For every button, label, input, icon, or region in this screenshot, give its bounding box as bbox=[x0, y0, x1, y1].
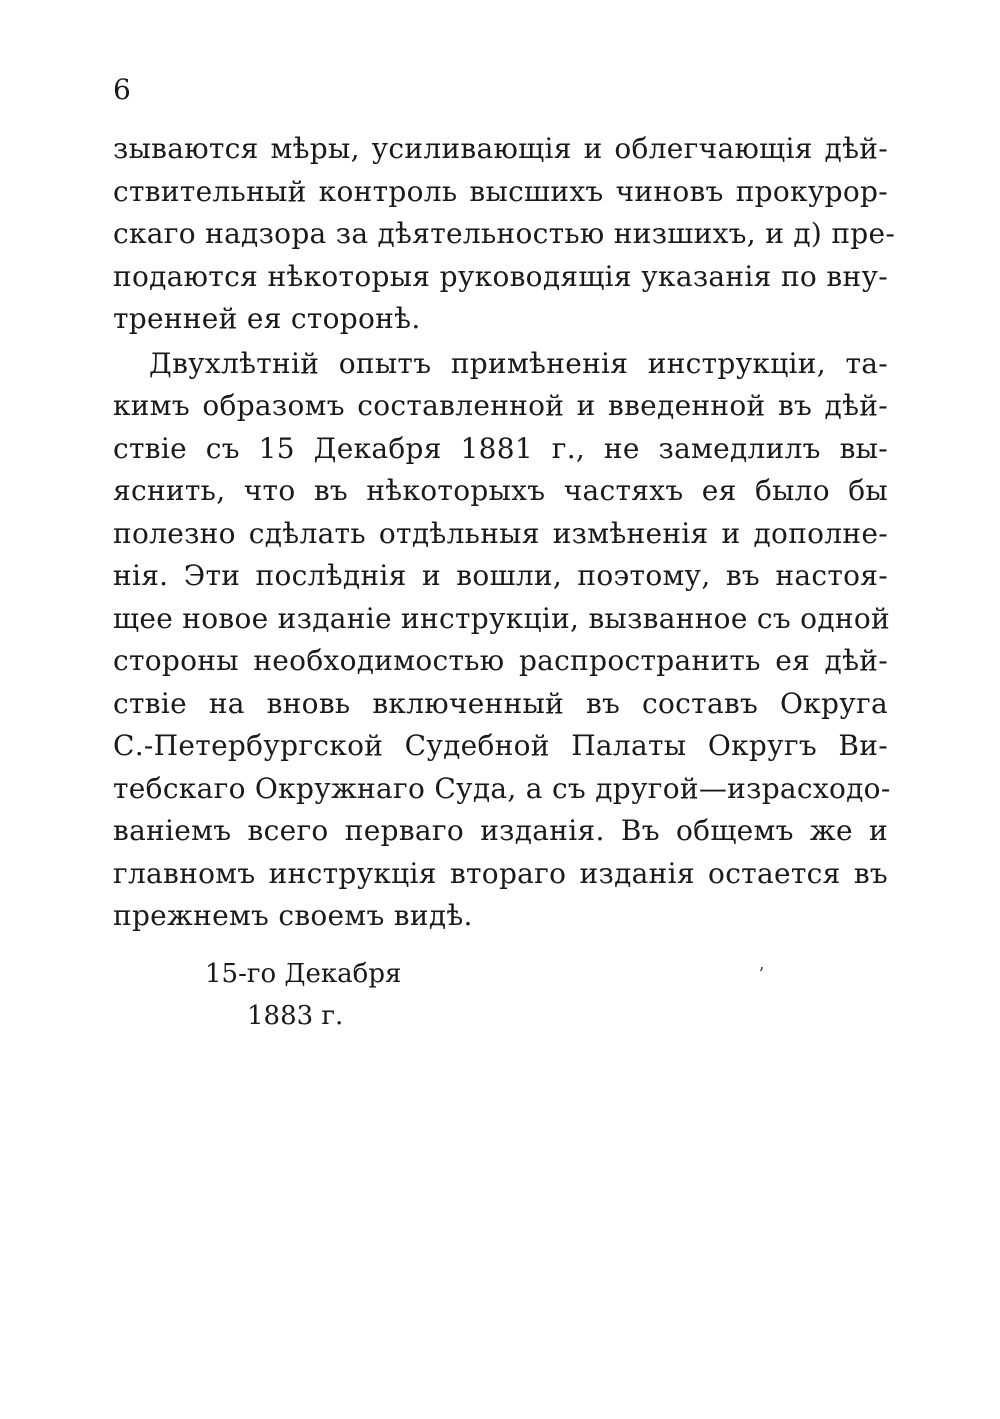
text-line: кимъ образомъ составленной и введенной въ дѣй- bbox=[113, 389, 888, 422]
text-line: Двухлѣтній опытъ примѣненія инструкціи, та- bbox=[149, 346, 888, 380]
text-line: главномъ инструкція втораго изданія остается въ bbox=[113, 856, 888, 890]
text-line: стороны необходимостью распространить ея дѣй- bbox=[113, 644, 888, 677]
text-line: ствіе съ 15 Декабря 1881 г., не замедлилъ вы- bbox=[113, 431, 888, 465]
text-line: нія. Эти послѣднія и вошли, поэтому, въ настоя- bbox=[113, 559, 888, 592]
text-line: ствительный контроль высшихъ чиновъ прокурор- bbox=[113, 174, 888, 208]
date-day-month: 15-го Декабря bbox=[205, 959, 402, 989]
body-text bbox=[113, 128, 896, 938]
text-line: яснить, что въ нѣкоторыхъ частяхъ ея было бы bbox=[113, 474, 888, 507]
date-signature bbox=[205, 953, 401, 1037]
text-line: ваніемъ всего перваго изданія. Въ общемъ же и bbox=[113, 814, 888, 847]
text-line: С.-Петербургской Судебной Палаты Округъ Ви- bbox=[113, 729, 888, 762]
print-speck-mark: ʼ bbox=[758, 964, 764, 985]
text-line: тебскаго Окружнаго Суда, а съ другой—израсходо- bbox=[113, 771, 891, 805]
text-line: прежнемъ своемъ видѣ. bbox=[113, 899, 473, 932]
text-line: скаго надзора за дѣятельностью низшихъ, и д) пре- bbox=[113, 217, 896, 250]
text-line: зываются мѣры, усиливающія и облегчающія дѣй- bbox=[113, 132, 888, 165]
text-line: полезно сдѣлать отдѣльныя измѣненія и дополне- bbox=[113, 516, 888, 550]
text-line: ствіе на вновь включенный въ составъ Округа bbox=[113, 686, 888, 720]
date-year: 1883 г. bbox=[247, 1001, 344, 1031]
text-line: подаются нѣкоторыя руководящія указанія по вну- bbox=[113, 259, 888, 293]
text-line: щее новое изданіе инструкціи, вызванное съ одной bbox=[113, 601, 890, 635]
page-number: 6 bbox=[113, 73, 131, 106]
text-line: тренней ея сторонѣ. bbox=[113, 302, 421, 335]
